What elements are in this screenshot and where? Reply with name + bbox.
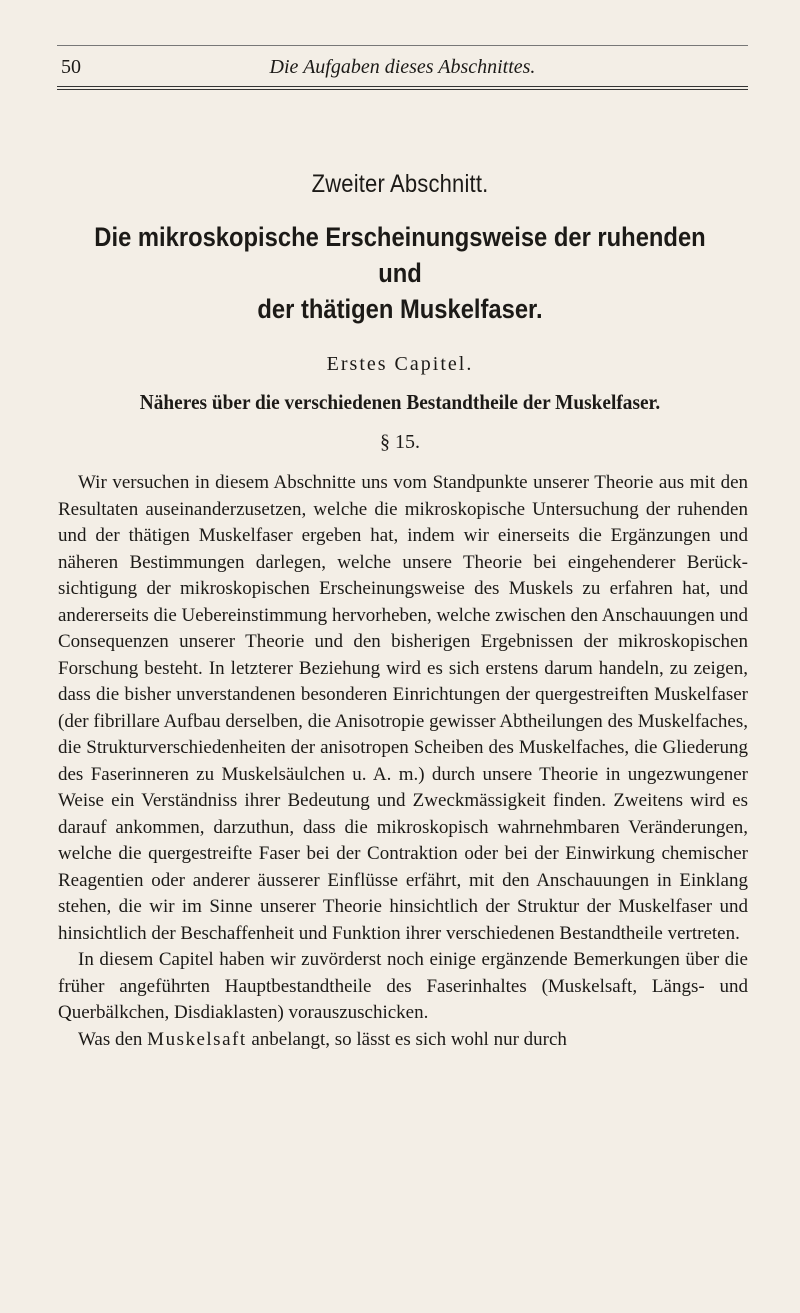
main-title-line-1: Die mikroskopische Erscheinungsweise der ruhenden und bbox=[94, 222, 706, 288]
paragraph-1: Wir versuchen in diesem Abschnitte uns vom Standpunkte unserer Theorie aus mit den Resultaten auseinanderzusetzen, welche die mikroskopische Untersuchung der ruhenden und der thätigen Muskelfaser ergeben hat, indem wir einerseits die Ergänzungen und näheren Bestimmungen darlegen, welche unsere Theorie bei eingehenderer Berücksichtigung der mikroskopischen Erscheinungsweise des Muskels zu erfahren hat, und andererseits die Uebereinstimmung hervorheben, welche zwischen den Anschauungen und Consequenzen unserer Theorie und den bisherigen Ergebnissen der mikroskopischen Forschung besteht. In letzterer Beziehung wird es sich erstens darum handeln, zu zeigen, dass die bisher unverstandenen besonderen Einrichtungen der quergestreiften Muskelfaser (der fibrillare Aufbau derselben, die Anisotropie gewisser Abtheilungen des Muskelfaches, die Strukturverschiedenheiten der anisotropen Scheiben des Muskelfaches, die Gliederung des Faserinneren zu Muskelsäulchen u. A. m.) durch unsere Theorie in ungezwungener Weise ein Verständniss ihrer Bedeutung und Zweckmässigkeit finden. Zweitens wird es darauf ankommen, darzuthun, dass die mikroskopisch wahrnehmbaren Veränderungen, welche die quergestreifte Faser bei der Contraktion oder bei der Einwirkung chemischer Reagentien oder anderer äusserer Einflüsse erfährt, mit den Anschauungen in Einklang stehen, die wir im Sinne unserer Theorie hinsichtlich der Struktur der Muskelfaser und hinsichtlich der Beschaffenheit und Funktion ihrer verschiedenen Bestandtheile vertreten. bbox=[58, 472, 748, 944]
main-title-line-2: der thätigen Muskelfaser. bbox=[257, 294, 543, 324]
paragraph-2: In diesem Capitel haben wir zuvörderst noch einige ergänzende Bemerkungen über die früher angeführten Hauptbestandtheile des Faserinhaltes (Muskelsaft, Längs- und Querbälkchen, Disdiaklasten) vorauszuschicken. bbox=[58, 949, 748, 1023]
paragraph-3-start: Was den bbox=[78, 1028, 143, 1050]
term-muskelsaft: Muskelsaft bbox=[147, 1028, 247, 1050]
body-text bbox=[58, 470, 748, 1053]
paragraph-3-rest: anbelangt, so lässt es sich wohl nur durch bbox=[251, 1028, 567, 1050]
paragraph-3 bbox=[58, 1027, 748, 1054]
section-title: Zweiter Abschnitt. bbox=[311, 170, 489, 198]
chapter-subtitle: Näheres über die verschiedenen Bestandtheile der Muskelfaser. bbox=[139, 390, 661, 414]
page-number: 50 bbox=[61, 56, 81, 78]
paragraph-number: § 15. bbox=[380, 431, 420, 453]
title-block bbox=[40, 170, 760, 454]
page-header bbox=[57, 52, 748, 82]
running-head: Die Aufgaben dieses Abschnittes. bbox=[269, 56, 536, 78]
header-rule-bottom bbox=[57, 86, 748, 90]
chapter-title: Erstes Capitel. bbox=[326, 353, 474, 375]
header-rule-top bbox=[57, 45, 748, 46]
